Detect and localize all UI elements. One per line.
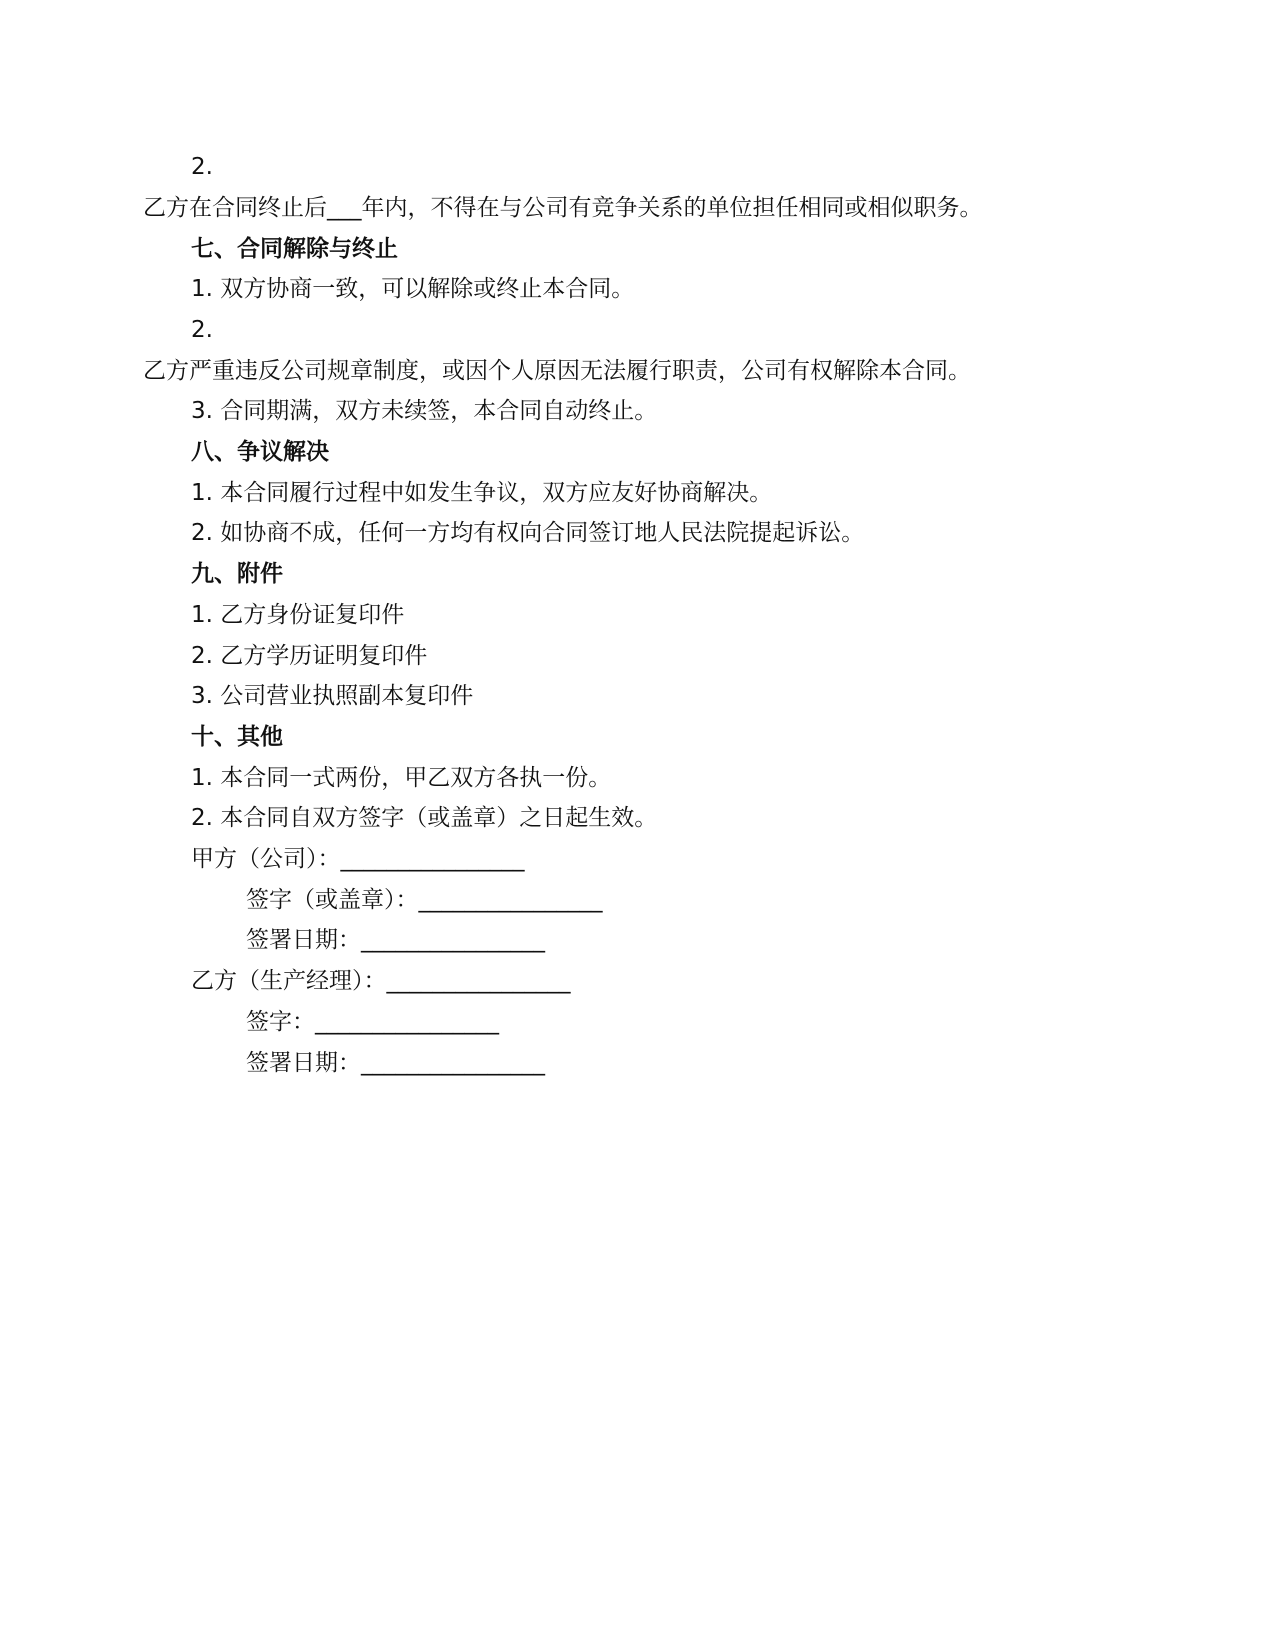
- termination-item-2-text: 乙方严重违反公司规章制度，或因个人原因无法履行职责，公司有权解除本合同。: [143, 358, 971, 384]
- attachment-item-1: 1. 乙方身份证复印件: [191, 602, 405, 628]
- dispute-item-2: 2. 如协商不成，任何一方均有权向合同签订地人民法院提起诉讼。: [191, 520, 865, 546]
- party-a-line: 甲方（公司）：________________: [191, 846, 525, 872]
- party-b-signature-line: 签字：________________: [246, 1009, 499, 1035]
- other-item-2: 2. 本合同自双方签字（或盖章）之日起生效。: [191, 805, 658, 831]
- section-heading-attachments: 九、附件: [191, 561, 283, 587]
- party-b-line: 乙方（生产经理）：________________: [191, 968, 571, 994]
- section-heading-other: 十、其他: [191, 724, 283, 750]
- party-a-date-line: 签署日期：________________: [246, 927, 545, 953]
- other-item-1: 1. 本合同一式两份，甲乙双方各执一份。: [191, 765, 612, 791]
- party-a-signature-line: 签字（或盖章）：________________: [246, 887, 603, 913]
- attachment-item-3: 3. 公司营业执照副本复印件: [191, 683, 474, 709]
- dispute-item-1: 1. 本合同履行过程中如发生争议，双方应友好协商解决。: [191, 480, 773, 506]
- termination-item-3: 3. 合同期满，双方未续签，本合同自动终止。: [191, 398, 658, 424]
- termination-item-1: 1. 双方协商一致，可以解除或终止本合同。: [191, 276, 635, 302]
- clause-6-item-2-text: 乙方在合同终止后___年内，不得在与公司有竞争关系的单位担任相同或相似职务。: [143, 195, 983, 221]
- clause-6-item-2-number: 2.: [191, 154, 213, 180]
- termination-item-2-number: 2.: [191, 317, 213, 343]
- section-heading-dispute: 八、争议解决: [191, 439, 329, 465]
- attachment-item-2: 2. 乙方学历证明复印件: [191, 643, 428, 669]
- party-b-date-line: 签署日期：________________: [246, 1050, 545, 1076]
- section-heading-termination: 七、合同解除与终止: [191, 236, 398, 262]
